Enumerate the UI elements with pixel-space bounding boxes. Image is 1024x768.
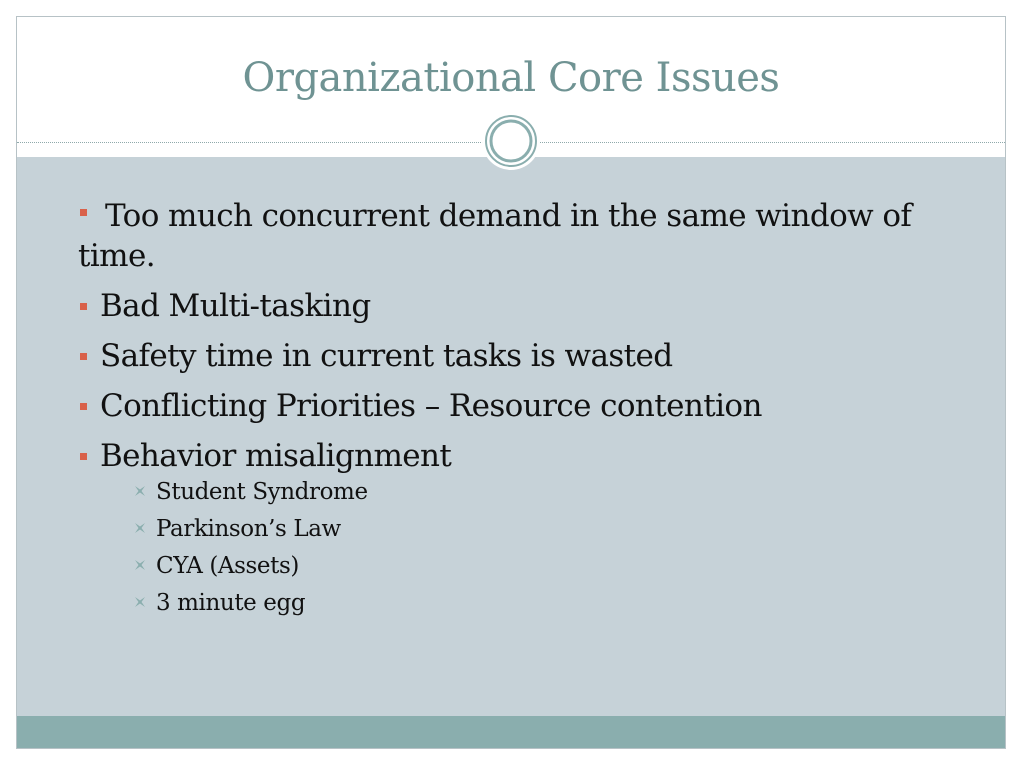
bullet-text: Conflicting Priorities – Resource contention	[100, 388, 762, 424]
square-bullet-icon	[80, 453, 87, 460]
sub-bullet-text: CYA (Assets)	[156, 553, 299, 579]
bullet-text: Bad Multi-tasking	[100, 288, 371, 324]
bullet-list	[78, 196, 958, 627]
sub-bullet-item	[132, 589, 958, 617]
x-star-bullet-icon	[134, 559, 146, 571]
sub-bullet-list	[100, 478, 958, 617]
sub-bullet-item	[132, 478, 958, 506]
sub-bullet-item	[132, 515, 958, 543]
sub-bullet-text: Parkinson’s Law	[156, 516, 341, 542]
bullet-text: Safety time in current tasks is wasted	[100, 338, 673, 374]
x-star-bullet-icon	[134, 596, 146, 608]
square-bullet-icon	[80, 403, 87, 410]
bullet-item	[78, 196, 958, 276]
bullet-item	[78, 436, 958, 617]
bullet-text: Behavior misalignment	[100, 438, 452, 474]
square-bullet-icon	[80, 303, 87, 310]
square-bullet-icon	[80, 353, 87, 360]
sub-bullet-item	[132, 552, 958, 580]
circle-ornament-icon	[482, 112, 540, 170]
bullet-item	[78, 286, 958, 326]
footer-band	[17, 716, 1005, 749]
sub-bullet-text: Student Syndrome	[156, 479, 368, 505]
bullet-text: Too much concurrent demand in the same window of time.	[78, 198, 912, 274]
sub-bullet-text: 3 minute egg	[156, 590, 306, 616]
x-star-bullet-icon	[134, 485, 146, 497]
slide-title: Organizational Core Issues	[242, 55, 780, 101]
x-star-bullet-icon	[134, 522, 146, 534]
square-bullet-icon	[80, 209, 87, 216]
bullet-item	[78, 386, 958, 426]
bullet-item	[78, 336, 958, 376]
